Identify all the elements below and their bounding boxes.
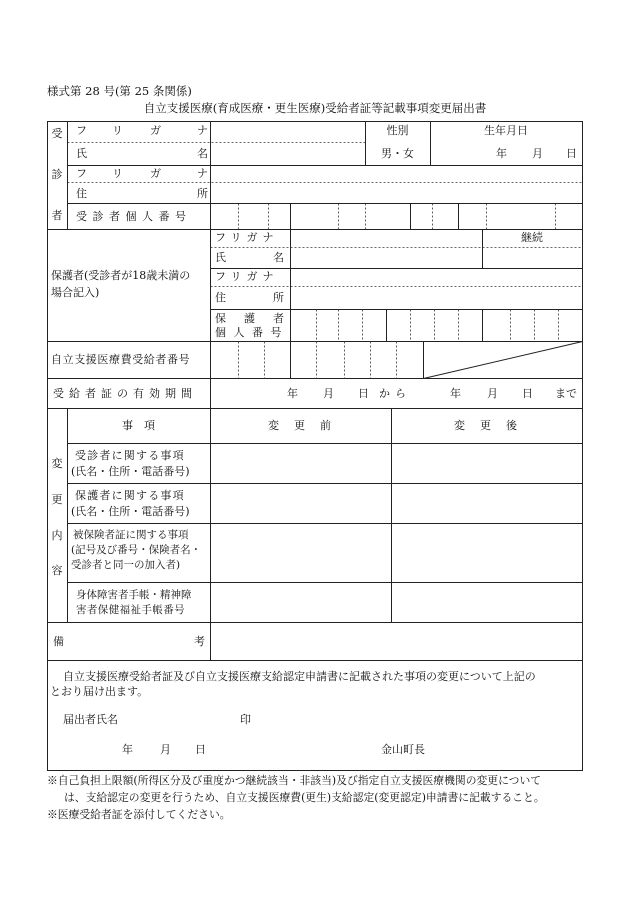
guardian-address-furigana-label: フリガナ	[215, 270, 279, 283]
gender-header: 性別	[386, 124, 409, 137]
guardian-label-line1: 保護者(受診者が18歳未満の	[51, 269, 191, 282]
form-title: 自立支援医療(育成医療・更生医療)受給者証等記載事項変更届出書	[143, 101, 487, 115]
continuation-label[interactable]: 継続	[521, 231, 543, 244]
declaration-line2: とおり届け出ます。	[50, 685, 149, 698]
form-number: 様式第 28 号(第 25 条関係)	[47, 84, 192, 98]
gender-value[interactable]: 男・女	[381, 147, 414, 160]
col-item-header: 事 項	[122, 419, 155, 432]
validity-label: 受給者証の有効期間	[53, 387, 197, 400]
guardian-label-line2: 場合記入)	[51, 286, 100, 299]
col-after-header: 変 更 後	[454, 419, 519, 432]
guardian-furigana-label: フリガナ	[215, 231, 279, 244]
recipient-number-label: 自立支援医療費受給者番号	[51, 353, 191, 366]
note-1: ※自己負担上限額(所得区分及び重度かつ継続該当・非該当)及び指定自立支援医療機関の変更について	[47, 774, 542, 787]
declaration-line1: 自立支援医療受給者証及び自立支援医療支給認定申請書に記載された事項の変更について上記の	[63, 670, 536, 683]
col-before-header: 変 更 前	[268, 419, 333, 432]
seal-mark: 印	[240, 713, 251, 726]
applicant-name-label: 届出者氏名	[63, 713, 118, 726]
note-2: ※医療受給者証を添付してください。	[47, 808, 231, 821]
note-1-continued: は、支給認定の変更を行うため、自立支援医療費(更生)支給認定(変更認定)申請書に記載すること。	[64, 791, 545, 804]
birth-header: 生年月日	[484, 124, 528, 137]
addressee: 金山町長	[381, 743, 425, 756]
patient-id-number-label: 受診者個人番号	[76, 210, 192, 223]
